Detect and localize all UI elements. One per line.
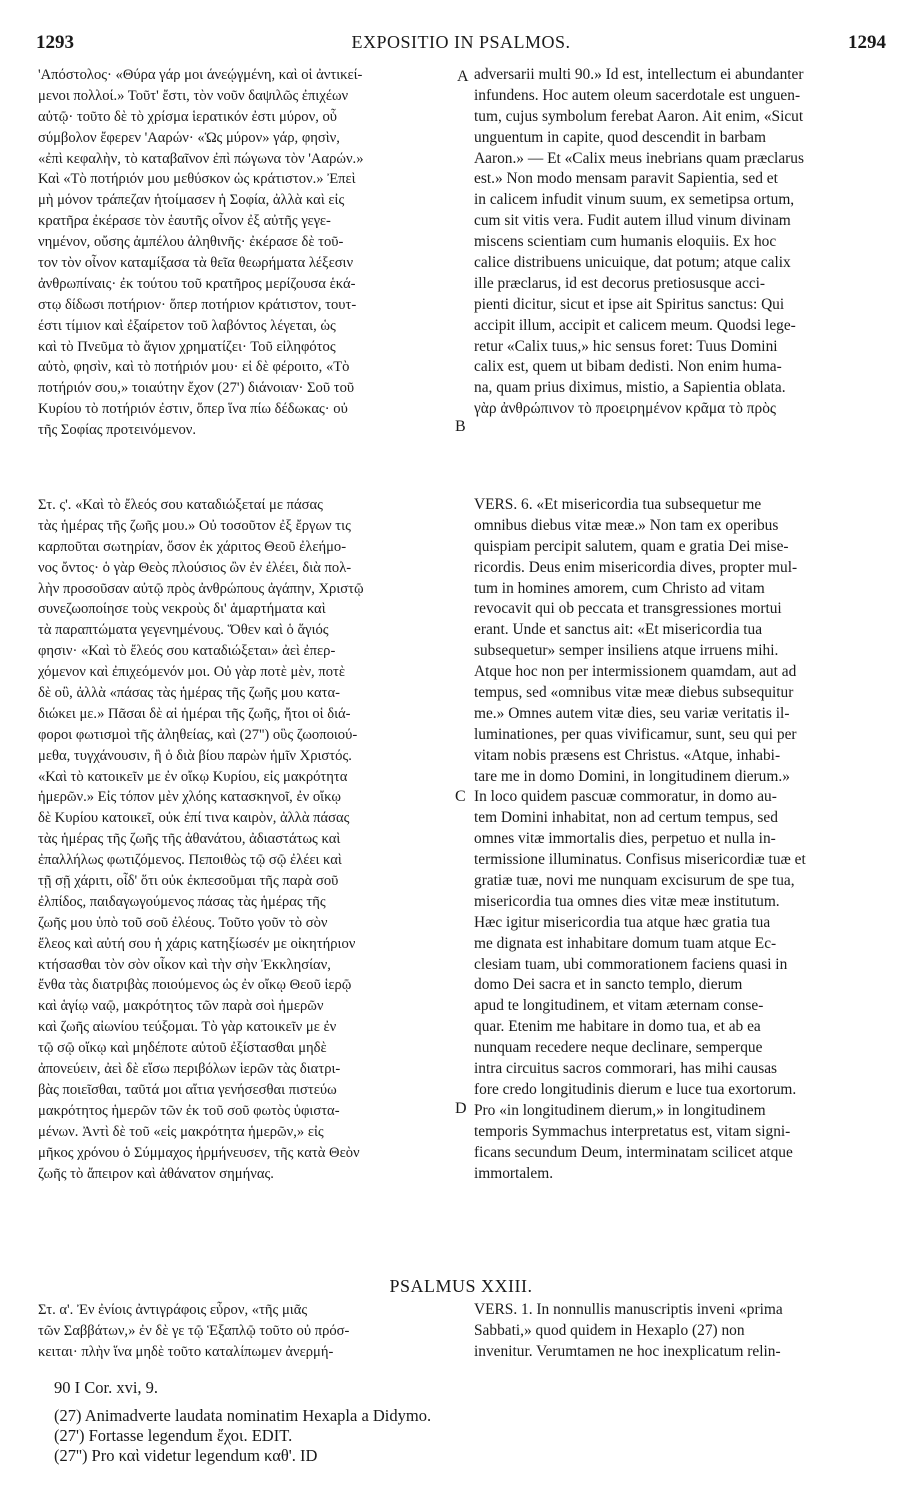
greek-mid-line: τὰ παραπτώματα γεγενημένους. Ὅθεν καὶ ὁ ἅγιός: [38, 622, 329, 639]
latin-mid-line: tem Domini inhabitat, non ad certum tempus, sed: [474, 809, 778, 827]
latin-mid-line: gratiæ tuæ, novi me nunquam excisurum de spe tua,: [474, 872, 795, 890]
greek-top-line: ἀνθρωπίναις· ἐκ τούτου τοῦ κρατῆρος μερίζουσα ἑκά-: [38, 275, 356, 292]
greek-column-bottom: [38, 1300, 460, 1363]
latin-top-line: retur «Calix tuus,» hic sensus foret: Tuus Domini: [474, 337, 778, 355]
latin-mid-line: intra circuitus sacros commorari, has mihi causas: [474, 1060, 778, 1078]
latin-mid-line: quispiam percipit salutem, quam e gratia Dei mise-: [474, 537, 789, 555]
greek-bottom-line: κειται· πλὴν ἵνα μηδὲ τοῦτο καταλίπωμεν ἀνερμή-: [38, 1343, 334, 1360]
latin-mid-line: ricordis. Deus enim misericordia dives, propter mul-: [474, 558, 798, 576]
latin-column-bottom: [474, 1300, 890, 1363]
latin-top-line: infundens. Hoc autem oleum sacerdotale est unguen-: [474, 86, 801, 104]
margin-marker-c: C: [455, 788, 466, 805]
page-number-left: 1293: [36, 32, 74, 53]
greek-mid-line: Στ. ς'. «Καὶ τὸ ἔλεός σου καταδιώξεταί με πάσας: [38, 497, 323, 513]
greek-mid-line: καὶ ζωῆς αἰωνίου τεύξομαι. Τὸ γὰρ κατοικεῖν με ἐν: [38, 1019, 337, 1036]
latin-top-line: γὰρ ἀνθρώπινον τὸ προειρημένον κρᾶμα τὸ πρὸς: [474, 400, 776, 418]
latin-mid-line: subsequetur» semper insiliens atque irruens mihi.: [474, 642, 779, 660]
greek-top-line: νημένον, οὔσης ἀμπέλου ἀληθινῆς· ἐκέρασε δὲ τοῦ-: [38, 234, 344, 251]
latin-mid-line: temporis Symmachus interpretatus est, vitam signi-: [474, 1122, 791, 1140]
latin-bottom-line: VERS. 1. In nonnullis manuscriptis inveni «prima: [474, 1301, 783, 1318]
latin-mid-line: omnibus diebus vitæ meæ.» Non tam ex operibus: [474, 516, 779, 534]
latin-mid-line: nunquam recedere neque declinare, semperque: [474, 1039, 763, 1057]
latin-mid-line: Atque hoc non per intermissionem quamdam, aut ad: [474, 663, 797, 681]
latin-mid-line: Pro «in longitudinem dierum,» in longitudinem: [474, 1101, 766, 1119]
greek-mid-line: ἡμερῶν.» Εἰς τόπον μὲν χλόης κατασκηνοῖ, ἐν οἴκῳ: [38, 789, 342, 806]
greek-mid-line: δὲ οὒ, ἀλλὰ «πάσας τὰς ἡμέρας τῆς ζωῆς μου κατα-: [38, 685, 341, 702]
greek-top-line: μὴ μόνον τράπεζαν ἡτοίμασεν ἡ Σοφία, ἀλλὰ καὶ εἰς: [38, 192, 345, 209]
latin-mid-line: me.» Omnes autem vitæ dies, seu variæ veritatis il-: [474, 704, 790, 722]
page-number-right: 1294: [848, 32, 886, 53]
greek-mid-line: μεθα, τυγχάνουσιν, ἢ ὁ διὰ βίου παρὼν ἡμῖν Χριστός.: [38, 747, 352, 764]
latin-mid-line: tum in homines amorem, cum Christo ad vitam: [474, 579, 765, 597]
margin-marker-a: A: [457, 68, 469, 85]
greek-mid-line: μακρότητος ἡμερῶν τῶν ἐκ τοῦ σοῦ φωτὸς ὑφιστα-: [38, 1102, 340, 1119]
latin-mid-line: apud te longitudinem, et vitam æternam conse-: [474, 997, 764, 1015]
footnote: (27'') Pro καὶ videtur legendum καθ'. ID: [54, 1446, 318, 1465]
greek-top-line: αὐτῷ· τοῦτο δὲ τὸ χρίσμα ἱερατικόν ἐστι μύρον, οὗ: [38, 108, 338, 125]
latin-bottom-line: Sabbati,» quod quidem in Hexaplo (27) non: [474, 1321, 745, 1339]
latin-mid-line: luminationes, per quas vivificamur, sunt, seu qui per: [474, 725, 797, 743]
greek-mid-line: «Καὶ τὸ κατοικεῖν με ἐν οἴκῳ Κυρίου, εἰς μακρότητα: [38, 768, 348, 785]
greek-top-line: κρατῆρα ἐκέρασε τὸν ἑαυτῆς οἶνον ἐξ αὐτῆς γεγε-: [38, 213, 331, 230]
greek-top-line: τῆς Σοφίας προτεινόμενον.: [38, 422, 196, 439]
latin-top-line: unguentum in capite, quod descendit in barbam: [474, 128, 766, 146]
latin-mid-line: erant. Unde et sanctus ait: «Et misericordia tua: [474, 621, 763, 639]
greek-mid-line: χόμενον καὶ ἐπιχεόμενόν μοι. Οὐ γὰρ ποτὲ μὲν, ποτὲ: [38, 664, 346, 681]
latin-column-middle: [474, 495, 890, 1184]
greek-mid-line: τῷ σῷ οἴκῳ καὶ μηδέποτε αὐτοῦ ἐξίστασθαι μηδὲ: [38, 1040, 327, 1057]
greek-mid-line: καρποῦται σωτηρίαν, ὅσον ἐκ χάριτος Θεοῦ ἐλεήμο-: [38, 538, 347, 555]
greek-mid-line: ἐπαλλήλως φωτιζόμενος. Πεποιθὼς τῷ σῷ ἐλέει καὶ: [38, 852, 342, 869]
margin-marker-b: B: [455, 418, 466, 435]
latin-top-line: in calicem infudit vinum suum, ex semetipsa ortum,: [474, 191, 795, 209]
latin-mid-line: omnes vitæ immortalis dies, perpetuo et nulla in-: [474, 830, 776, 848]
greek-mid-line: συνεζωοποίησε τοὺς νεκροὺς δι' ἁμαρτήματα καὶ: [38, 601, 326, 618]
latin-mid-line: revocavit qui ob peccata et transgressiones mortui: [474, 600, 782, 618]
latin-mid-line: me dignata est inhabitare domum tuam atque Ec-: [474, 934, 777, 952]
greek-top-line: Καὶ «Τὸ ποτήριόν μου μεθύσκον ὡς κράτιστον.» Ἐπεὶ: [38, 171, 356, 188]
greek-mid-line: τὰς ἡμέρας τῆς ζωῆς μου.» Οὐ τοσοῦτον ἐξ ἔργων τις: [38, 517, 351, 534]
greek-column-top: [38, 65, 460, 441]
greek-mid-line: φησιν· «Καὶ τὸ ἔλεός σου καταδιώξεται» ἀεὶ ἐπερ-: [38, 643, 336, 660]
latin-mid-line: VERS. 6. «Et misericordia tua subsequetur me: [474, 496, 762, 513]
greek-mid-line: κτήσασθαι τὸν σὸν οἶκον καὶ τὴν σὴν Ἐκκλησίαν,: [38, 956, 331, 973]
latin-mid-line: clesiam tuam, ubi commorationem faciens quasi in: [474, 955, 788, 973]
greek-mid-line: μῆκος χρόνου ὁ Σύμμαχος ἡρμήνευσεν, τῆς κατὰ Θεὸν: [38, 1144, 360, 1161]
greek-mid-line: λὴν προσοῦσαν αὐτῷ πρὸς ἀνθρώπους ἀγάπην, Χριστῷ: [38, 580, 364, 597]
footnote: (27) Animadverte laudata nominatim Hexapla a Didymo.: [54, 1406, 432, 1425]
latin-mid-line: ficans secundum Deum, interminatam scilicet atque: [474, 1143, 793, 1161]
greek-mid-line: τὰς ἡμέρας τῆς ζωῆς τῆς ἀθανάτου, ἀδιαστάτως καὶ: [38, 831, 341, 848]
latin-mid-line: Hæc igitur misericordia tua atque hæc gratia tua: [474, 913, 771, 931]
greek-top-line: τον τὸν οἶνον καταμίξασα τὰ θεῖα θεωρήματα λέξεσιν: [38, 255, 354, 272]
latin-top-line: na, quam prius diximus, mistio, a Sapientia oblata.: [474, 379, 786, 397]
greek-mid-line: ἀπονεύειν, ἀεὶ δὲ εἴσω περιβόλων ἱερῶν τὰς διατρι-: [38, 1061, 341, 1078]
greek-mid-line: ζωῆς μου ὑπὸ τοῦ σοῦ ἐλέους. Τοῦτο γοῦν τὸ σὸν: [38, 914, 328, 931]
greek-mid-line: βὰς ποιεῖσθαι, ταῦτά μοι αἴτια γενήσεσθαι πιστεύω: [38, 1081, 337, 1098]
margin-marker-d: D: [455, 1100, 467, 1117]
greek-mid-line: μένων. Ἀντὶ δὲ τοῦ «εἰς μακρότητα ἡμερῶν,» εἰς: [38, 1123, 324, 1140]
greek-top-line: καὶ τὸ Πνεῦμα τὸ ἅγιον χρηματίζει· Τοῦ εἰληφότος: [38, 338, 336, 355]
greek-top-line: ποτήριόν σου,» τοιαύτην ἔχον (27') διάνοιαν· Σοῦ τοῦ: [38, 380, 355, 397]
latin-mid-line: In loco quidem pascuæ commoratur, in domo au-: [474, 788, 777, 806]
greek-mid-line: διώκει με.» Πᾶσαι δὲ αἱ ἡμέραι τῆς ζωῆς, ἤτοι οἱ διά-: [38, 705, 351, 722]
running-header: [36, 32, 886, 56]
greek-mid-line: φοροι φωτισμοὶ τῆς ἀληθείας, καὶ (27'') οὓς ζωοποιού-: [38, 726, 358, 743]
greek-top-line: 'Απόστολος· «Θύρα γάρ μοι άνεῴγμένη, καὶ οἱ ἀντικεί-: [38, 67, 363, 83]
latin-mid-line: misericordia tua omnes dies vitæ meæ institutum.: [474, 892, 780, 910]
latin-top-line: accipit illum, accipit et calicem meum. Quodsi lege-: [474, 316, 796, 334]
latin-mid-line: domo Dei sacra et in sancto templo, dierum: [474, 976, 743, 994]
greek-mid-line: νος ὄντος· ὁ γὰρ Θεὸς πλούσιος ὢν ἐν ἐλέει, διὰ πολ-: [38, 559, 352, 576]
greek-bottom-line: τῶν Σαββάτων,» ἐν δὲ γε τῷ Ἑξαπλῷ τοῦτο οὐ πρόσ-: [38, 1322, 350, 1339]
greek-top-line: Κυρίου τὸ ποτήριόν ἐστιν, ὅπερ ἵνα πίω δέδωκας· οὐ: [38, 401, 348, 418]
greek-top-line: αὐτὸ, φησὶν, καὶ τὸ ποτήριόν μου· εἰ δὲ φέροιτο, «Τὸ: [38, 359, 350, 376]
latin-top-line: est.» Non modo mensam paravit Sapientia, sed et: [474, 170, 778, 188]
footnote: 90 I Cor. xvi, 9.: [54, 1378, 159, 1397]
footnote: (27') Fortasse legendum ἔχοι. EDIT.: [54, 1426, 293, 1445]
latin-top-line: tum, cujus symbolum ferebat Aaron. Ait enim, «Sicut: [474, 107, 804, 125]
latin-mid-line: vitam nobis præsens est Christus. «Atque, inhabi-: [474, 746, 781, 764]
latin-top-line: pienti dicitur, sicut et ipse ait Spiritus sanctus: Qui: [474, 295, 785, 313]
greek-mid-line: ἔλεος καὶ αὐτή σου ἡ χάρις κατηξίωσέν με οἰκητήριον: [38, 935, 356, 952]
latin-top-line: cum sit vitis vera. Fudit autem illud vinum divinam: [474, 212, 791, 230]
greek-bottom-line: Στ. α'. Ἐν ἐνίοις ἀντιγράφοις εὗρον, «τῆς μιᾶς: [38, 1302, 308, 1318]
greek-column-middle: [38, 495, 460, 1184]
greek-mid-line: ζωῆς τὸ ἄπειρον καὶ ἀθάνατον σημήνας.: [38, 1165, 274, 1182]
latin-mid-line: immortalem.: [474, 1164, 554, 1182]
greek-mid-line: ἔνθα τὰς διατριβὰς ποιούμενος ὡς ἐν οἴκῳ Θεοῦ ἱερῷ: [38, 977, 352, 994]
latin-top-line: miscens scientiam cum humanis eloquiis. Ex hoc: [474, 233, 777, 251]
latin-top-line: adversarii multi 90.» Id est, intellectum ei abundanter: [474, 66, 804, 83]
greek-mid-line: καὶ ἁγίῳ ναῷ, μακρότητος τῶν παρὰ σοὶ ἡμερῶν: [38, 998, 324, 1015]
running-title: EXPOSITIO IN PSALMOS.: [351, 32, 571, 52]
greek-top-line: μενοι πολλοί.» Τοῦτ' ἔστι, τὸν νοῦν δαψιλῶς ἐπιχέων: [38, 87, 349, 104]
latin-top-line: Aaron.» — Et «Calix meus inebrians quam præclarus: [474, 149, 804, 167]
latin-top-line: calice distribuens unicuique, dat potum; atque calix: [474, 254, 791, 272]
greek-top-line: στῳ δίδωσι ποτήριον· ὅπερ ποτήριον κράτιστον, τουτ-: [38, 296, 357, 313]
greek-mid-line: τῇ σῇ χάριτι, οἶδ' ὅτι οὐκ ἐκπεσοῦμαι τῆς παρὰ σοῦ: [38, 873, 339, 890]
latin-mid-line: tare me in domo Domini, in longitudinem dierum.»: [474, 767, 790, 785]
latin-column-top: [474, 65, 890, 420]
greek-mid-line: ἐλπίδος, παιδαγωγούμενος πάσας τὰς ἡμέρας τῆς: [38, 893, 326, 910]
latin-mid-line: quar. Etenim me habitare in domo tua, et ab ea: [474, 1018, 761, 1036]
greek-mid-line: δὲ Κυρίου κατοικεῖ, οὐκ ἐπί τινα καιρὸν, ἀλλὰ πάσας: [38, 810, 350, 827]
greek-top-line: έστι τίμιον καὶ ἐξαίρετον τοῦ λαβόντος λέγεται, ὡς: [38, 317, 336, 334]
latin-mid-line: fore credo longitudinis dierum e luce tua exortorum.: [474, 1080, 797, 1098]
latin-top-line: calix est, quem ut bibam dedisti. Non enim huma-: [474, 358, 782, 376]
latin-bottom-line: invenitur. Verumtamen ne hoc inexplicatum relin-: [474, 1342, 781, 1360]
latin-mid-line: tempus, sed «omnibus vitæ meæ diebus subsequitur: [474, 684, 794, 702]
greek-top-line: «ἐπὶ κεφαλὴν, τὸ καταβαῖνον ἐπὶ πώγωνα τὸν 'Ααρών.»: [38, 150, 364, 167]
latin-top-line: ille præclarus, id est decorus pretiosusque acci-: [474, 274, 766, 292]
psalm-heading: PSALMUS XXIII.: [389, 1276, 533, 1296]
greek-top-line: σύμβολον ἔφερεν 'Ααρών· «Ὡς μύρον» γάρ, φησὶν,: [38, 129, 340, 146]
latin-mid-line: termissione illuminatus. Confisus misericordiæ tuæ et: [474, 851, 806, 869]
